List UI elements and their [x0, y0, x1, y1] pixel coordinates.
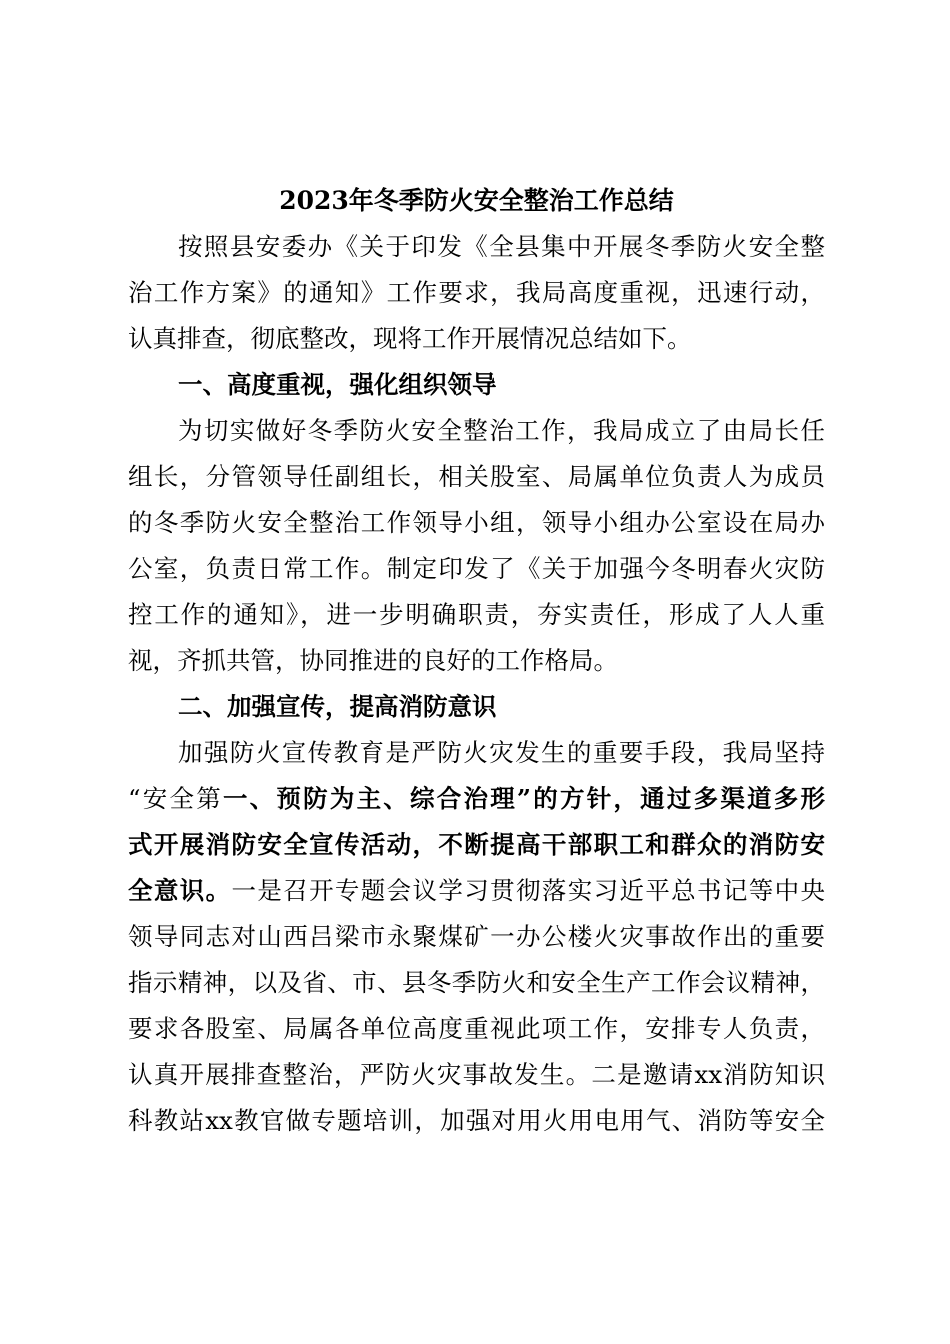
paragraph-line [128, 822, 825, 868]
intro-line: 认真排查，彻底整改，现将工作开展情况总结如下。 [128, 324, 692, 353]
paragraph-line: 认真开展排查整治，严防火灾事故发生。二是邀请xx消防知识 [128, 1060, 825, 1089]
paragraph-line: 科教站xx教官做专题培训，加强对用火用电用气、消防等安全 [128, 1106, 825, 1135]
document-page [128, 178, 825, 1144]
paragraph-line: 要求各股室、局属各单位高度重视此项工作，安排专人负责， [128, 1014, 825, 1043]
text-normal: “安全第 [128, 784, 223, 813]
paragraph-line: 领导同志对山西吕梁市永聚煤矿一办公楼火灾事故作出的重要 [128, 922, 825, 951]
paragraph-line: 组长，分管领导任副组长，相关股室、局属单位负责人为成员 [128, 462, 825, 491]
paragraph-line [128, 776, 825, 822]
paragraph-line: 指示精神，以及省、市、县冬季防火和安全生产工作会议精神， [128, 968, 825, 997]
intro-line: 治工作方案》的通知》工作要求，我局高度重视，迅速行动， [128, 278, 825, 307]
intro-line: 按照县安委办《关于印发《全县集中开展冬季防火安全整 [178, 232, 825, 261]
paragraph-line: 公室，负责日常工作。制定印发了《关于加强今冬明春火灾防 [128, 554, 825, 583]
text-normal: 一是召开专题会议学习贯彻落实习近平总书记等中央 [231, 876, 826, 905]
paragraph-line: 视，齐抓共管，协同推进的良好的工作格局。 [128, 646, 618, 675]
text-bold: 式开展消防安全宣传活动，不断提高干部职工和群众的消防安 [128, 830, 825, 859]
paragraph-line: 的冬季防火安全整治工作领导小组，领导小组办公室设在局办 [128, 508, 825, 537]
paragraph-line: 为切实做好冬季防火安全整治工作，我局成立了由局长任 [178, 416, 825, 445]
text-bold: 一、预防为主、综合治理”的方针，通过多渠道多形 [222, 784, 825, 813]
section-heading-2: 二、加强宣传，提高消防意识 [178, 692, 497, 721]
document-title: 2023年冬季防火安全整治工作总结 [279, 186, 674, 215]
text-bold: 全意识。 [128, 876, 232, 905]
paragraph-line: 加强防火宣传教育是严防火灾发生的重要手段，我局坚持 [178, 738, 825, 767]
paragraph-line: 控工作的通知》，进一步明确职责，夯实责任，形成了人人重 [128, 600, 825, 629]
section-heading-1: 一、高度重视，强化组织领导 [178, 370, 497, 399]
paragraph-line [128, 868, 825, 914]
